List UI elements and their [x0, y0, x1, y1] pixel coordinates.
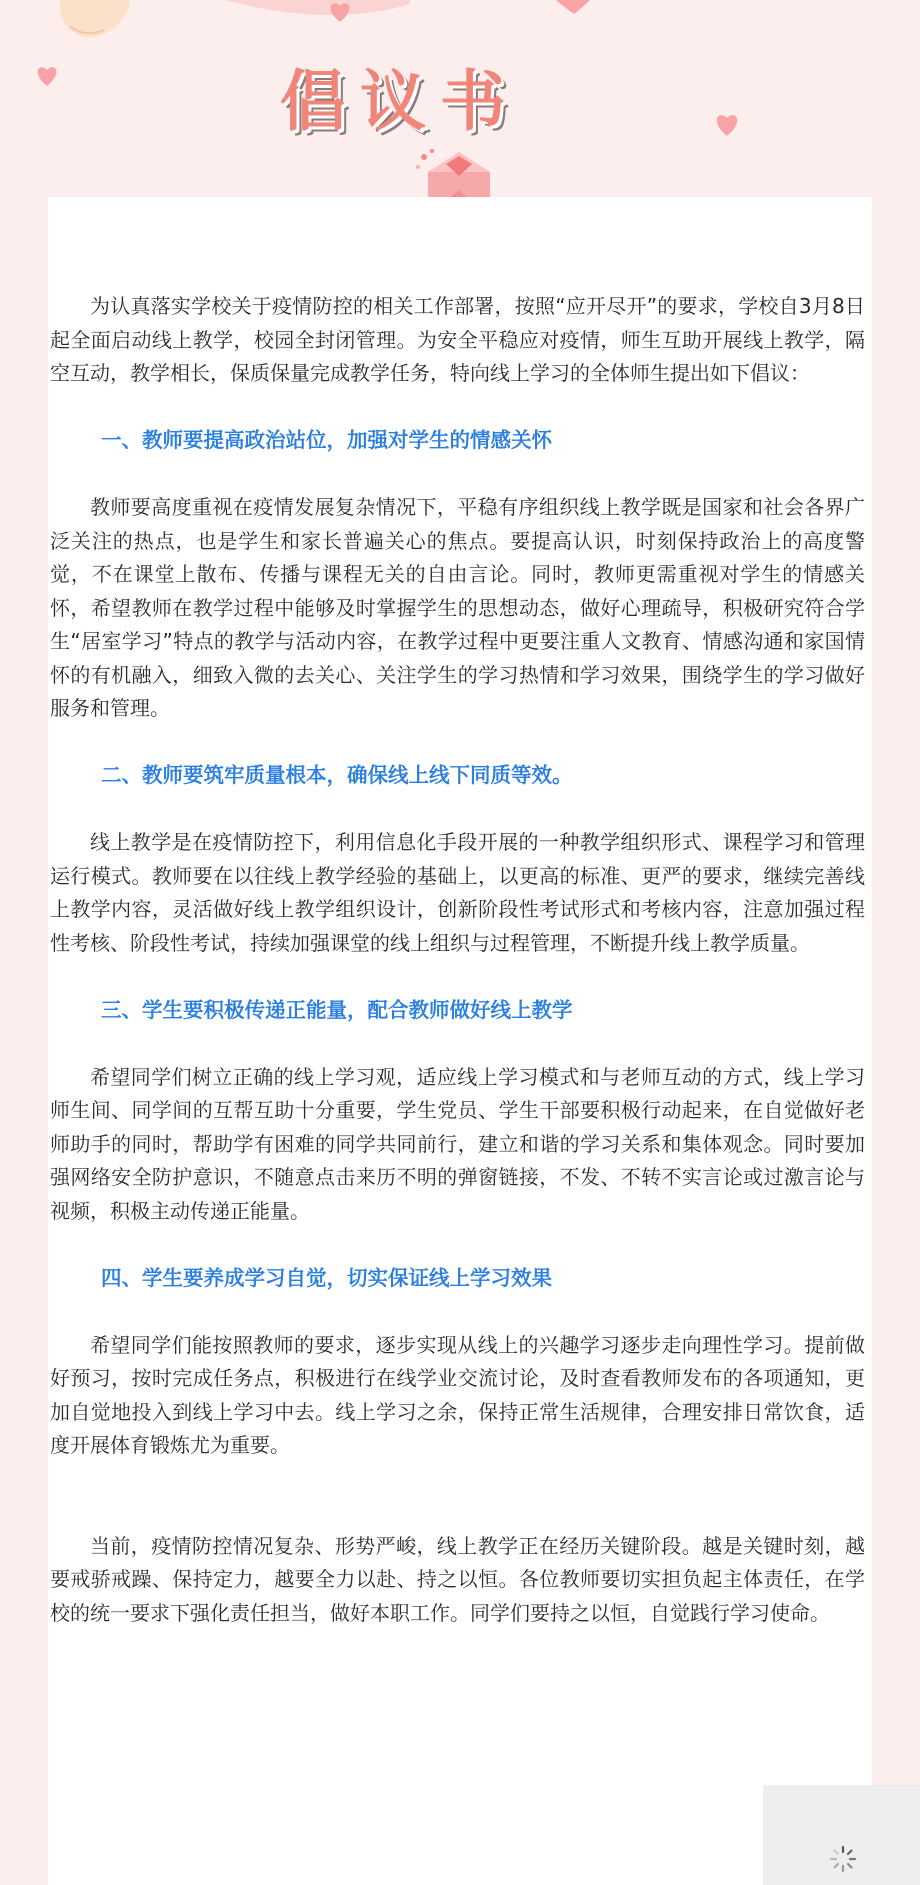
page-title: 倡议书 — [280, 62, 520, 140]
section-heading-4: 四、学生要养成学习自觉，切实保证线上学习效果 — [101, 1265, 552, 1290]
envelope-icon — [416, 149, 490, 200]
section-body-4: 希望同学们能按照教师的要求，逐步实现从线上的兴趣学习逐步走向理性学习。提前做好预习，按时完成任务点，积极进行在线学业交流讨论，及时查看教师发布的各项通知，更加自觉地投入到线上学习中去。线上学习之余，保持正常生活规律，合理安排日常饮食，适度开展体育锻炼尤为重要。 — [50, 1332, 865, 1457]
image-loading-placeholder — [763, 1785, 920, 1885]
intro-paragraph: 为认真落实学校关于疫情防控的相关工作部署，按照“应开尽开”的要求，学校自3月8日起全面启动线上教学，校园全封闭管理。为安全平稳应对疫情，师生互助开展线上教学，隔空互动，教学相长，保质保量完成教学任务，特向线上学习的全体师生提出如下倡议： — [50, 294, 865, 385]
section-heading-2: 二、教师要筑牢质量根本，确保线上线下同质等效。 — [101, 763, 573, 787]
section-heading-3: 三、学生要积极传递正能量，配合教师做好线上教学 — [101, 997, 573, 1022]
hand-decoration — [60, 0, 130, 37]
section-body-3: 希望同学们树立正确的线上学习观，适应线上学习模式和与老师互动的方式，线上学习师生间、同学间的互帮互助十分重要，学生党员、学生干部要积极行动起来，在自觉做好老师助手的同时，帮助学有困难的同学共同前行，建立和谐的学习关系和集体观念。同时要加强网络安全防护意识，不随意点击来历不明的弹窗链接，不发、不转不实言论或过激言论与视频，积极主动传递正能量。 — [50, 1064, 865, 1223]
article-body — [50, 290, 865, 1630]
section-heading-1: 一、教师要提高政治站位，加强对学生的情感关怀 — [101, 428, 552, 452]
section-body-2: 线上教学是在疫情防控下，利用信息化手段开展的一种教学组织形式、课程学习和管理运行模式。教师要在以往线上教学经验的基础上，以更高的标准、更严的要求，继续完善线上教学内容，灵活做好线上教学组织设计，创新阶段性考试形式和考核内容，注意加强过程性考核、阶段性考试，持续加强课堂的线上组织与过程管理，不断提升线上教学质量。 — [50, 830, 865, 955]
heart-icon — [556, 0, 590, 14]
heart-icon — [38, 67, 57, 86]
section-body-1: 教师要高度重视在疫情发展复杂情况下，平稳有序组织线上教学既是国家和社会各界广泛关注的热点，也是学生和家长普遍关心的焦点。要提高认识，时刻保持政治上的高度警觉，不在课堂上散布、传播与课程无关的自由言论。同时，教师更需重视对学生的情感关怀，希望教师在教学过程中能够及时掌握学生的思想动态，做好心理疏导，积极研究符合学生“居室学习”特点的教学与活动内容，在教学过程中更要注重人文教育、情感沟通和家国情怀的有机融入，细致入微的去关心、关注学生的学习热情和学习效果，围绕学生的学习做好服务和管理。 — [50, 495, 865, 720]
closing-paragraph: 当前，疫情防控情况复杂、形势严峻，线上教学正在经历关键阶段。越是关键时刻，越要戒骄戒躁、保持定力，越要全力以赴、持之以恒。各位教师要切实担负起主体责任，在学校的统一要求下强化责任担当，做好本职工作。同学们要持之以恒，自觉践行学习使命。 — [50, 1533, 865, 1625]
loading-spinner-icon — [829, 1845, 857, 1873]
heart-icon — [717, 115, 737, 136]
